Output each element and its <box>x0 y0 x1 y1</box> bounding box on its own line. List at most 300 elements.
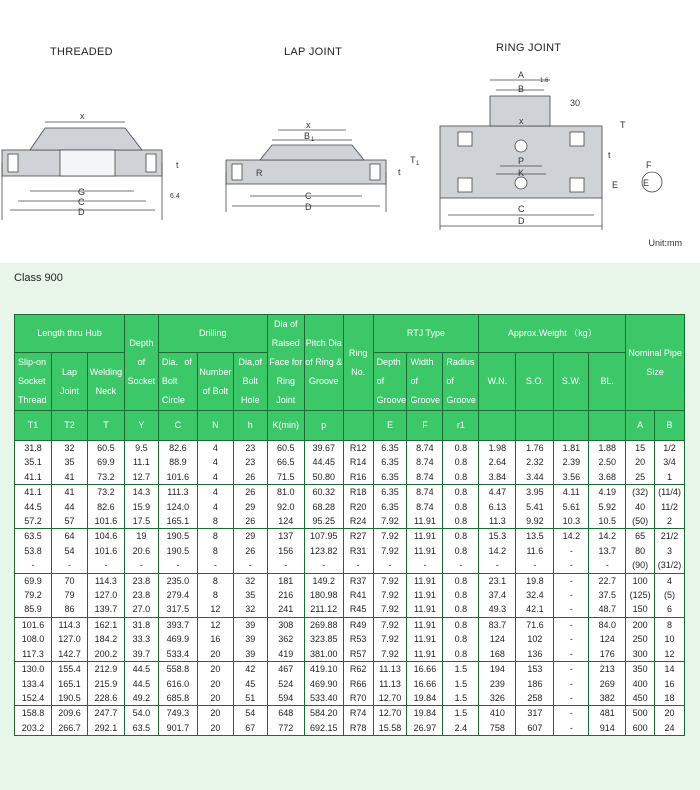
table-row <box>15 544 685 558</box>
table-cell: 269 <box>589 677 626 691</box>
table-cell: 235.0 <box>158 573 197 588</box>
table-cell: 1.81 <box>554 441 589 456</box>
table-cell: 11.91 <box>407 632 443 646</box>
table-cell: 44.5 <box>15 500 52 514</box>
table-cell: 20 <box>197 662 233 677</box>
table-cell: - <box>124 558 158 573</box>
symbol-cell: F <box>407 411 443 441</box>
table-cell: 64 <box>51 529 87 544</box>
table-cell: 1.5 <box>443 662 479 677</box>
table-cell: - <box>554 721 589 736</box>
table-cell: 57.2 <box>15 514 52 529</box>
table-cell: 400 <box>626 677 655 691</box>
ring-joint-drawing <box>440 80 662 230</box>
table-cell: 203.2 <box>15 721 52 736</box>
table-cell: 8.74 <box>407 470 443 485</box>
svg-text:K: K <box>518 168 525 178</box>
table-cell: 82.6 <box>87 500 124 514</box>
svg-text:D: D <box>78 207 85 217</box>
table-row <box>15 617 685 632</box>
table-cell: 228.6 <box>87 691 124 706</box>
table-cell: 41.1 <box>15 470 52 485</box>
table-cell: 114.3 <box>51 617 87 632</box>
table-cell: 749.3 <box>158 706 197 721</box>
table-cell: 51 <box>233 691 267 706</box>
table-cell: 3.56 <box>554 470 589 485</box>
header-radius-groove: Radius of Groove <box>443 353 479 411</box>
table-cell: 4 <box>197 455 233 469</box>
table-cell: 200.2 <box>87 647 124 662</box>
table-cell: 4 <box>197 500 233 514</box>
table-cell: 136 <box>516 647 554 662</box>
table-cell: 42.1 <box>516 602 554 617</box>
table-cell: 19 <box>124 529 158 544</box>
table-cell: 101.6 <box>87 514 124 529</box>
symbol-cell: B <box>655 411 685 441</box>
table-cell: 419.10 <box>304 662 343 677</box>
table-cell: 558.8 <box>158 662 197 677</box>
table-cell: 82.6 <box>158 441 197 456</box>
table-cell: 4 <box>655 573 685 588</box>
table-cell: 14.2 <box>589 529 626 544</box>
table-cell: 176 <box>589 647 626 662</box>
table-cell: 165.1 <box>51 677 87 691</box>
table-cell: 60.32 <box>304 485 343 500</box>
table-cell: 7.92 <box>373 544 407 558</box>
table-cell: 165.1 <box>158 514 197 529</box>
table-cell: (32) <box>626 485 655 500</box>
table-cell: 2.4 <box>443 721 479 736</box>
table-cell: 127.0 <box>87 588 124 602</box>
table-cell: R27 <box>343 529 373 544</box>
table-cell: 152.4 <box>15 691 52 706</box>
table-cell: 4 <box>197 470 233 485</box>
table-cell: 114.3 <box>87 573 124 588</box>
table-cell: 266.7 <box>51 721 87 736</box>
table-cell: 14 <box>655 662 685 677</box>
table-cell: 39 <box>233 617 267 632</box>
table-cell: 41.1 <box>15 485 52 500</box>
table-cell: 0.8 <box>443 573 479 588</box>
table-cell: 26 <box>233 485 267 500</box>
table-cell: 8.74 <box>407 485 443 500</box>
threaded-title: THREADED <box>50 46 113 58</box>
symbol-cell: N <box>197 411 233 441</box>
table-cell: 292.1 <box>87 721 124 736</box>
svg-text:A: A <box>518 70 525 80</box>
svg-text:x: x <box>519 116 524 126</box>
table-cell: 648 <box>267 706 304 721</box>
table-cell: 85.9 <box>15 602 52 617</box>
table-cell: 6.35 <box>373 441 407 456</box>
symbol-cell: A <box>626 411 655 441</box>
table-cell: 20 <box>197 721 233 736</box>
table-cell: 194 <box>479 662 516 677</box>
header-drilling: Drilling <box>158 315 267 353</box>
table-cell: 14.3 <box>124 485 158 500</box>
table-cell: (31/2) <box>655 558 685 573</box>
symbol-cell <box>516 411 554 441</box>
table-cell: 101.6 <box>15 617 52 632</box>
table-cell: 300 <box>626 647 655 662</box>
table-cell: 63.5 <box>15 529 52 544</box>
table-cell: 26.97 <box>407 721 443 736</box>
table-cell: 142.7 <box>51 647 87 662</box>
table-cell: 23 <box>233 455 267 469</box>
header-nominal-pipe-size: Nominal Pipe Size <box>626 315 685 411</box>
table-cell: 27.0 <box>124 602 158 617</box>
header-dia-bolt-circle: Dia．of Bolt Circle <box>158 353 197 411</box>
table-cell: 158.8 <box>15 706 52 721</box>
table-cell: 23 <box>233 441 267 456</box>
table-cell: 8.74 <box>407 500 443 514</box>
table-cell: 39.7 <box>124 647 158 662</box>
table-cell: 3/4 <box>655 455 685 469</box>
class-label: Class 900 <box>14 272 63 284</box>
svg-text:P: P <box>518 156 525 166</box>
table-cell: 180.98 <box>304 588 343 602</box>
table-row <box>15 632 685 646</box>
table-cell: 11.3 <box>479 514 516 529</box>
table-cell: 71.5 <box>267 470 304 485</box>
table-cell: 68.28 <box>304 500 343 514</box>
table-cell: 20 <box>655 706 685 721</box>
table-cell: 11.91 <box>407 544 443 558</box>
table-cell: R12 <box>343 441 373 456</box>
table-cell: 80 <box>626 544 655 558</box>
table-cell: 39 <box>233 632 267 646</box>
symbol-row <box>15 411 685 441</box>
table-cell: 69.9 <box>15 573 52 588</box>
table-cell: R57 <box>343 647 373 662</box>
table-cell: 0.8 <box>443 441 479 456</box>
table-cell: R70 <box>343 691 373 706</box>
table-cell: 11.91 <box>407 529 443 544</box>
header-rtj-type: RTJ Type <box>373 315 479 353</box>
table-cell: (11/4) <box>655 485 685 500</box>
table-cell: 73.2 <box>87 485 124 500</box>
table-cell: R18 <box>343 485 373 500</box>
table-cell: 8 <box>655 617 685 632</box>
table-cell: 10 <box>655 632 685 646</box>
table-cell: 155.4 <box>51 662 87 677</box>
table-cell: - <box>554 691 589 706</box>
table-cell: 3.68 <box>589 470 626 485</box>
table-cell: 1.5 <box>443 706 479 721</box>
table-cell: 4 <box>197 441 233 456</box>
table-row <box>15 647 685 662</box>
table-row <box>15 514 685 529</box>
table-cell: 137 <box>267 529 304 544</box>
table-cell: 63.5 <box>124 721 158 736</box>
table-cell: 29 <box>233 500 267 514</box>
table-cell: 0.8 <box>443 500 479 514</box>
table-cell: 102 <box>516 632 554 646</box>
table-cell: 149.2 <box>304 573 343 588</box>
table-cell: 31.8 <box>124 617 158 632</box>
table-cell: 15.58 <box>373 721 407 736</box>
table-cell: 124.0 <box>158 500 197 514</box>
header-ring-no: Ring No. <box>343 315 373 411</box>
table-cell: 53.8 <box>15 544 52 558</box>
table-cell: 35.1 <box>15 455 52 469</box>
table-cell: 279.4 <box>158 588 197 602</box>
table-cell: 10.5 <box>589 514 626 529</box>
table-row <box>15 558 685 573</box>
table-cell: R53 <box>343 632 373 646</box>
table-cell: 6.35 <box>373 500 407 514</box>
header-length-thru-hub: Length thru Hub <box>15 315 125 353</box>
table-cell: - <box>554 544 589 558</box>
table-cell: 127.0 <box>51 632 87 646</box>
table-cell: 16 <box>655 677 685 691</box>
table-cell: 1.5 <box>443 677 479 691</box>
table-cell: 6 <box>655 602 685 617</box>
table-cell: - <box>554 573 589 588</box>
table-cell: 33.3 <box>124 632 158 646</box>
table-cell: 44 <box>51 500 87 514</box>
table-row <box>15 529 685 544</box>
svg-text:B: B <box>304 131 311 141</box>
table-cell: 35 <box>51 455 87 469</box>
table-cell: - <box>407 558 443 573</box>
table-cell: - <box>554 602 589 617</box>
table-cell: R31 <box>343 544 373 558</box>
table-cell: 12 <box>655 647 685 662</box>
svg-text:30: 30 <box>570 98 581 108</box>
table-cell: - <box>267 558 304 573</box>
table-cell: (50) <box>626 514 655 529</box>
table-cell: 107.95 <box>304 529 343 544</box>
table-cell: 57 <box>51 514 87 529</box>
svg-text:R: R <box>256 168 263 178</box>
svg-text:6.4: 6.4 <box>170 193 180 200</box>
svg-text:B: B <box>518 84 525 94</box>
table-cell: 4.47 <box>479 485 516 500</box>
table-cell: R16 <box>343 470 373 485</box>
table-cell: 0.8 <box>443 529 479 544</box>
table-cell: 258 <box>516 691 554 706</box>
header-width-groove: Width of Groove <box>407 353 443 411</box>
table-cell: 0.8 <box>443 602 479 617</box>
table-cell: 20 <box>197 691 233 706</box>
table-row <box>15 691 685 706</box>
table-cell: 35 <box>233 588 267 602</box>
table-cell: 95.25 <box>304 514 343 529</box>
table-cell: 1.76 <box>516 441 554 456</box>
table-cell: 901.7 <box>158 721 197 736</box>
svg-text:1.6: 1.6 <box>540 78 549 84</box>
table-cell: 308 <box>267 617 304 632</box>
table-cell: - <box>589 558 626 573</box>
table-cell: 70 <box>51 573 87 588</box>
table-cell: 1 <box>655 470 685 485</box>
table-cell: 39 <box>233 647 267 662</box>
table-cell: 8.74 <box>407 455 443 469</box>
table-cell: - <box>197 558 233 573</box>
table-cell: 190.5 <box>51 691 87 706</box>
table-cell: 16 <box>197 632 233 646</box>
table-cell: - <box>554 706 589 721</box>
table-cell: 2 <box>655 514 685 529</box>
table-cell: - <box>554 647 589 662</box>
table-cell: 11.91 <box>407 514 443 529</box>
table-cell: - <box>516 558 554 573</box>
table-cell: 600 <box>626 721 655 736</box>
table-cell: 117.3 <box>15 647 52 662</box>
table-cell: 15.9 <box>124 500 158 514</box>
table-cell: 2.50 <box>589 455 626 469</box>
table-cell: 692.15 <box>304 721 343 736</box>
table-cell: 14.2 <box>554 529 589 544</box>
svg-text:G: G <box>78 187 86 197</box>
table-cell: R66 <box>343 677 373 691</box>
table-cell: 11.91 <box>407 588 443 602</box>
table-cell: - <box>479 558 516 573</box>
table-cell: 7.92 <box>373 647 407 662</box>
table-cell: 101.6 <box>87 544 124 558</box>
table-cell: 3.44 <box>516 470 554 485</box>
table-cell: - <box>343 558 373 573</box>
svg-text:1: 1 <box>416 161 420 167</box>
table-cell: 108.0 <box>15 632 52 646</box>
table-cell: 32 <box>233 573 267 588</box>
table-cell: 139.7 <box>87 602 124 617</box>
table-cell: 12 <box>197 617 233 632</box>
table-cell: 2.39 <box>554 455 589 469</box>
table-cell: 616.0 <box>158 677 197 691</box>
table-cell: R41 <box>343 588 373 602</box>
table-cell: - <box>51 558 87 573</box>
table-cell: 186 <box>516 677 554 691</box>
table-cell: 81.0 <box>267 485 304 500</box>
table-cell: 26 <box>233 470 267 485</box>
table-cell: 26 <box>233 544 267 558</box>
table-cell: 8 <box>197 544 233 558</box>
table-cell: - <box>554 558 589 573</box>
table-cell: R45 <box>343 602 373 617</box>
table-cell: 7.92 <box>373 588 407 602</box>
table-cell: 84.0 <box>589 617 626 632</box>
table-cell: 17.5 <box>124 514 158 529</box>
header-slip-on: Slip-on Socket Thread <box>15 353 52 411</box>
header-dia-bolt-hole: Dia,of Bolt Hole <box>233 353 267 411</box>
table-cell: 269.88 <box>304 617 343 632</box>
table-cell: 11.1 <box>124 455 158 469</box>
table-cell: 8 <box>197 529 233 544</box>
table-cell: 19.8 <box>516 573 554 588</box>
table-cell: 6.35 <box>373 470 407 485</box>
table-cell: 41 <box>51 485 87 500</box>
table-cell: 0.8 <box>443 647 479 662</box>
table-cell: 23.8 <box>124 573 158 588</box>
table-cell: 5.92 <box>589 500 626 514</box>
table-cell: 156 <box>267 544 304 558</box>
table-cell: 772 <box>267 721 304 736</box>
symbol-cell: r1 <box>443 411 479 441</box>
flange-dimension-table <box>14 314 685 736</box>
svg-text:t: t <box>176 160 179 170</box>
table-cell: 44.5 <box>124 677 158 691</box>
table-cell: 481 <box>589 706 626 721</box>
table-cell: 101.6 <box>158 470 197 485</box>
symbol-cell <box>479 411 516 441</box>
table-cell: 130.0 <box>15 662 52 677</box>
table-cell: 181 <box>267 573 304 588</box>
symbol-cell: h <box>233 411 267 441</box>
lap-joint-title: LAP JOINT <box>284 46 343 58</box>
svg-text:t: t <box>398 167 401 177</box>
table-cell: 323.85 <box>304 632 343 646</box>
table-row <box>15 602 685 617</box>
table-cell: 9.92 <box>516 514 554 529</box>
table-cell: 5.61 <box>554 500 589 514</box>
table-cell: 0.8 <box>443 617 479 632</box>
table-cell: 317 <box>516 706 554 721</box>
symbol-cell: p <box>304 411 343 441</box>
table-cell: 184.2 <box>87 632 124 646</box>
header-depth-groove: Depth of Groove <box>373 353 407 411</box>
table-cell: 65 <box>626 529 655 544</box>
table-cell: 11.91 <box>407 617 443 632</box>
table-cell: 54 <box>233 706 267 721</box>
table-cell: 3.84 <box>479 470 516 485</box>
table-row <box>15 721 685 736</box>
table-cell: R78 <box>343 721 373 736</box>
svg-text:T: T <box>410 155 416 165</box>
svg-text:C: C <box>305 191 312 201</box>
table-cell: (90) <box>626 558 655 573</box>
table-cell: 44.45 <box>304 455 343 469</box>
table-cell: 7.92 <box>373 602 407 617</box>
table-cell: 162.1 <box>87 617 124 632</box>
table-cell: 326 <box>479 691 516 706</box>
table-cell: 40 <box>626 500 655 514</box>
table-cell: 211.12 <box>304 602 343 617</box>
header-lap-joint: Lap Joint <box>51 353 87 411</box>
table-cell: 13.5 <box>516 529 554 544</box>
svg-text:D: D <box>518 216 525 226</box>
table-cell: 6.35 <box>373 455 407 469</box>
table-row <box>15 588 685 602</box>
table-row <box>15 677 685 691</box>
table-cell: 12.7 <box>124 470 158 485</box>
header-number-of-bolt: Number of Bolt <box>197 353 233 411</box>
table-cell: - <box>158 558 197 573</box>
table-cell: 25 <box>626 470 655 485</box>
table-cell: 11.91 <box>407 647 443 662</box>
table-cell: 213 <box>589 662 626 677</box>
table-cell: 92.0 <box>267 500 304 514</box>
table-cell: 60.5 <box>87 441 124 456</box>
table-cell: 212.9 <box>87 662 124 677</box>
svg-text:D: D <box>305 202 312 212</box>
symbol-cell <box>589 411 626 441</box>
svg-text:T: T <box>620 120 626 130</box>
table-cell: 533.40 <box>304 691 343 706</box>
table-cell: 73.2 <box>87 470 124 485</box>
table-body <box>15 441 685 736</box>
table-cell: 4.19 <box>589 485 626 500</box>
table-cell: 382 <box>589 691 626 706</box>
table-cell: 419 <box>267 647 304 662</box>
table-cell: 6.13 <box>479 500 516 514</box>
table-cell: 0.8 <box>443 588 479 602</box>
table-cell: 20 <box>197 677 233 691</box>
table-cell: 37.5 <box>589 588 626 602</box>
symbol-cell: T1 <box>15 411 52 441</box>
table-cell: 79 <box>51 588 87 602</box>
